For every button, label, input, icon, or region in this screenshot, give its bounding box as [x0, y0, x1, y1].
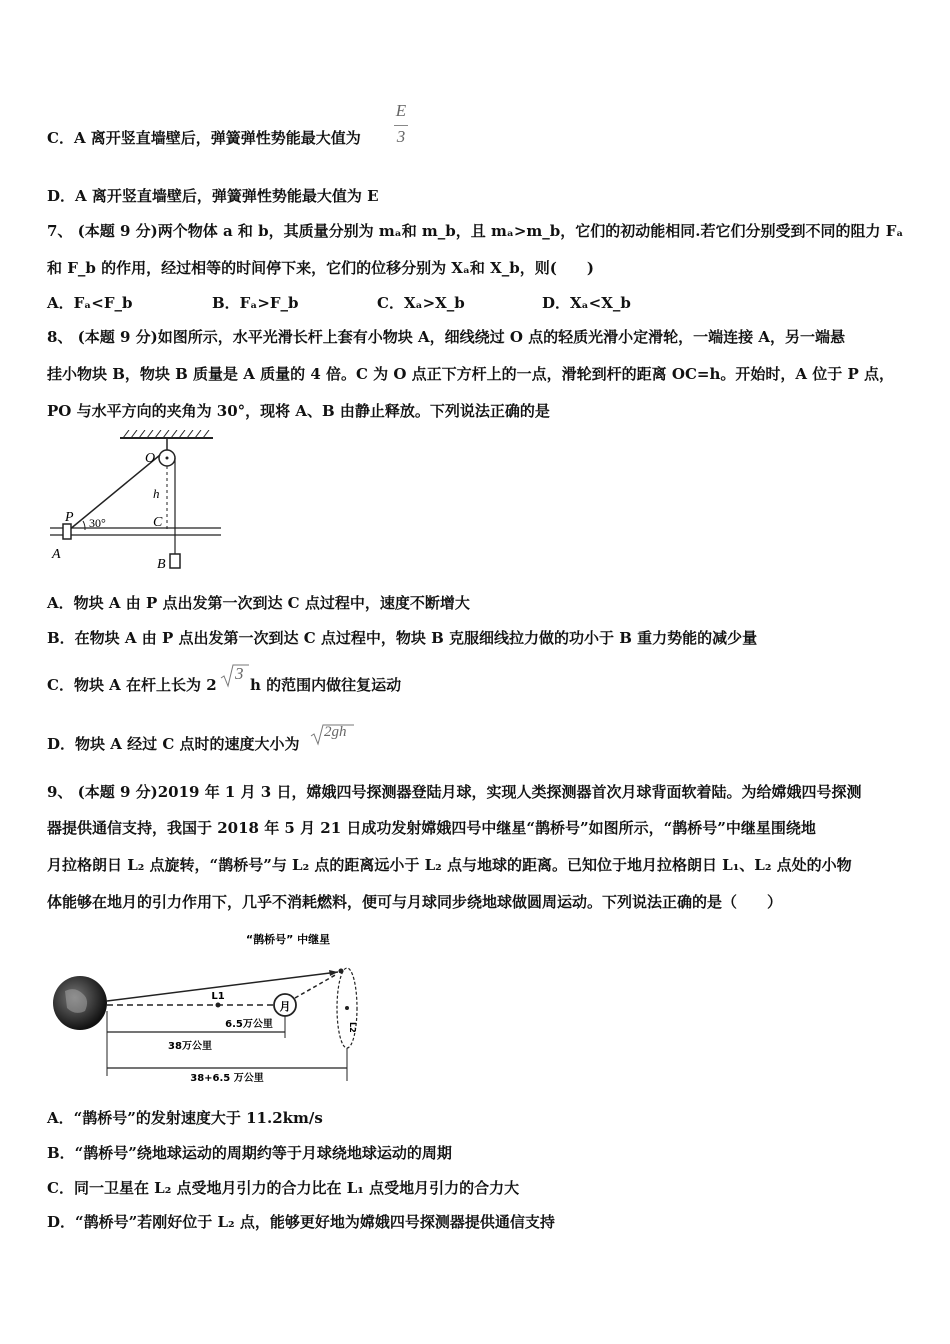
arrowhead-satellite [329, 970, 338, 976]
l2-point [345, 1006, 349, 1010]
q7-option-b: B．Fₐ>F_b [212, 294, 299, 312]
q9-stem-line1: 9、 (本题 9 分)2019 年 1 月 3 日，嫦娥四号探测器登陆月球，实现人类探测器首次月球背面软着陆。为给嫦娥四号探测 [47, 783, 862, 801]
label-p: P [65, 510, 74, 525]
l1-point [216, 1003, 221, 1008]
q8-option-b: B．在物块 A 由 P 点出发第一次到达 C 点过程中，物块 B 克服细线拉力做的功小于 B 重力势能的减少量 [47, 629, 758, 647]
q6-option-d: D．A 离开竖直墙壁后，弹簧弹性势能最大值为 E [47, 187, 379, 205]
q8-option-c-sqrt: 3 [235, 664, 244, 683]
q7-stem-line2: 和 F_b 的作用，经过相等的时间停下来，它们的位移分别为 Xₐ和 X_b，则( ) [47, 259, 594, 277]
q8-option-d-pre: D．物块 A 经过 C 点时的速度大小为 [47, 735, 300, 753]
label-angle: 30° [89, 516, 106, 530]
label-c: C [153, 515, 163, 530]
q8-stem-line1: 8、 (本题 9 分)如图所示，水平光滑长杆上套有小物块 A，细线绕过 O 点的轻质光滑小定滑轮，一端连接 A，另一端悬 [47, 328, 845, 346]
label-moon: 月 [279, 1000, 291, 1013]
label-b: B [157, 557, 166, 572]
label-o: O [145, 451, 156, 466]
block-b [170, 554, 180, 568]
label-h: h [153, 486, 160, 501]
q8-option-c-pre: C．物块 A 在杆上长为 2 [47, 676, 217, 694]
q6-fraction-denominator: 3 [396, 127, 406, 146]
q8-stem-line3: PO 与水平方向的夹角为 30°，现将 A、B 由静止释放。下列说法正确的是 [47, 402, 550, 420]
q9-stem-line3: 月拉格朗日 L₂ 点旋转，“鹊桥号”与 L₂ 点的距离远小于 L₂ 点与地球的距离。已知位于地月拉格朗日 L₁、L₂ 点处的小物 [47, 856, 852, 874]
q9-lagrange-figure [45, 926, 375, 1086]
label-a: A [52, 547, 61, 562]
q9-option-a: A．“鹊桥号”的发射速度大于 11.2km/s [47, 1109, 323, 1127]
label-total-distance: 38+6.5 万公里 [190, 1073, 264, 1084]
fraction-bar [394, 125, 408, 126]
label-earth-moon-distance: 38万公里 [168, 1041, 212, 1052]
q7-stem-line1: 7、 (本题 9 分)两个物体 a 和 b，其质量分别为 mₐ和 m_b，且 mₐ>m_b，它们的初动能相同.若它们分别受到不同的阻力 Fₐ [47, 222, 904, 240]
q7-option-a: A．Fₐ<F_b [47, 294, 133, 312]
q9-stem-line4: 体能够在地月的引力作用下，几乎不消耗燃料，便可与月球同步绕地球做圆周运动。下列说法正确的是（ ） [47, 893, 783, 911]
q8-pulley-figure [45, 430, 235, 580]
label-satellite: “鹊桥号” 中继星 [245, 933, 331, 946]
label-l2: L2 [348, 1022, 357, 1033]
q6-fraction-numerator: E [395, 101, 407, 120]
q9-option-c: C．同一卫星在 L₂ 点受地月引力的合力比在 L₁ 点受地月引力的合力大 [47, 1179, 520, 1197]
label-l1: L1 [211, 991, 225, 1002]
q8-option-d-sqrt: 2gh [324, 724, 347, 740]
pulley-axle [166, 457, 169, 460]
moon-satellite-dashed [295, 974, 337, 998]
q8-stem-line2: 挂小物块 B，物块 B 质量是 A 质量的 4 倍。C 为 O 点正下方杆上的一点，滑轮到杆的距离 OC=h。开始时，A 位于 P 点， [47, 365, 894, 383]
label-moon-l2-distance: 6.5万公里 [225, 1019, 273, 1030]
q6-option-c: C．A 离开竖直墙壁后，弹簧弹性势能最大值为 [47, 129, 361, 147]
block-a [63, 524, 71, 539]
q9-stem-line2: 器提供通信支持，我国于 2018 年 5 月 21 日成功发射嫦娥四号中继星“鹊桥号”如图所示，“鹊桥号”中继星围绕地 [47, 819, 816, 837]
rope-po [69, 455, 160, 530]
q9-option-d: D．“鹊桥号”若刚好位于 L₂ 点，能够更好地为嫦娥四号探测器提供通信支持 [47, 1213, 555, 1231]
q8-option-c-post: h 的范围内做往复运动 [250, 676, 402, 694]
ceiling-hatch [123, 430, 209, 438]
q8-option-a: A．物块 A 由 P 点出发第一次到达 C 点过程中，速度不断增大 [47, 594, 470, 612]
angle-arc [83, 521, 85, 530]
q7-option-c: C．Xₐ>X_b [377, 294, 465, 312]
q7-option-d: D．Xₐ<X_b [542, 294, 631, 312]
satellite [339, 969, 344, 974]
q9-option-b: B．“鹊桥号”绕地球运动的周期约等于月球绕地球运动的周期 [47, 1144, 452, 1162]
